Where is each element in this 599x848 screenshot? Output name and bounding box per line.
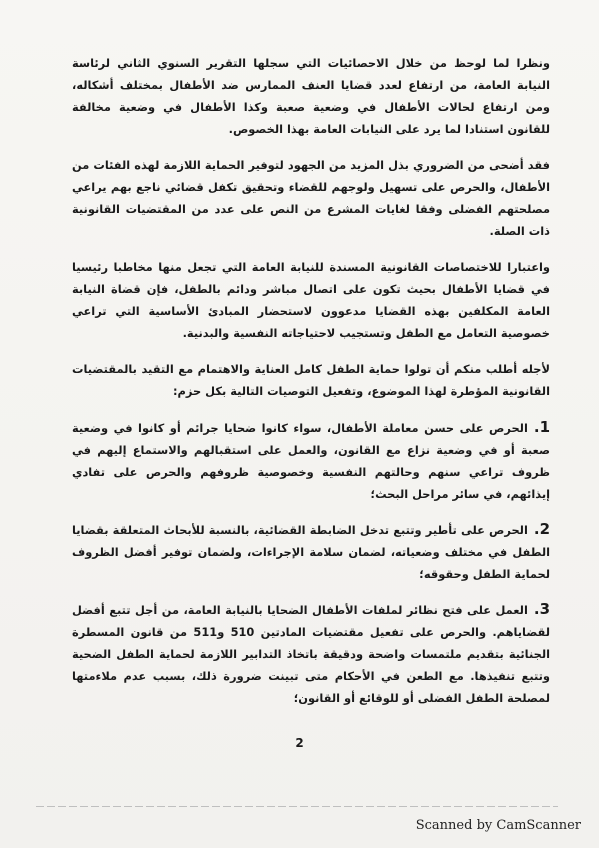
- item-text: العمل على فتح نظائر لملفات الأطفال الضحايا بالنيابة العامة، من أجل تتبع أفضل لقضاياهم. والحرص على تفعيل مقتضيات المادتين 510 و511 من قانون المسطرة الجنائية بتقديم ملتمسات واضحة ودقيقة باتخاذ التدابير اللازمة لحماية الطفل الضحية وتتبع تنفيذها. مع الطعن في الأحكام متى تبينت ضرورة ذلك، بسبب عدم ملاءمتها لمصلحة الطفل الفضلى أو للوقائع أو القانون؛: [72, 603, 551, 705]
- document-body: [72, 52, 550, 722]
- item-text: الحرص على تأطير وتتبع تدخل الضابطة القضائية، بالنسبة للأبحاث المتعلقة بقضايا الطفل في مختلف وضعياته، لضمان سلامة الإجراءات، ولضمان توفير أفضل الظروف لحماية الطفل وحقوقه؛: [72, 523, 550, 581]
- paragraph-request: لأجله أطلب منكم أن تولوا حماية الطفل كامل العناية والاهتمام مع التقيد بالمقتضيات القانونية المؤطرة لهذا الموضوع، وتفعيل التوصيات التالية بكل حزم:: [72, 362, 550, 398]
- paragraph-intro: ونظرا لما لوحظ من خلال الاحصائيات التي سجلها التقرير السنوي الثاني لرئاسة النيابة العامة، من ارتفاع لعدد قضايا العنف الممارس ضد الأطفال بمختلف أشكاله، ومن ارتفاع لحالات الأطفال في وضعية صعبة وكذا الأطفال في وضعية مخالفة للقانون استنادا لما يرد على النيابات العامة بهذا الخصوص.: [72, 56, 550, 136]
- recommendation-item: [72, 598, 550, 709]
- item-number: 1.: [533, 418, 550, 436]
- page-number: 2: [295, 736, 304, 750]
- scanner-watermark: Scanned by CamScanner: [415, 818, 581, 833]
- recommendation-item: [72, 518, 550, 585]
- item-text: الحرص على حسن معاملة الأطفال، سواء كانوا ضحايا جرائم أو كانوا في وضعية صعبة أو في وضعية نزاع مع القانون، والعمل على استقبالهم والاستماع إليهم في ظروف تراعي سنهم وحالتهم النفسية وخصوصية ظروفهم والحرص على تفادي إيذائهم، في سائر مراحل البحث؛: [72, 421, 550, 501]
- recommendation-item: [72, 416, 550, 505]
- item-number: 3.: [533, 600, 550, 618]
- item-number: 2.: [533, 520, 550, 538]
- scan-edge-divider: [36, 806, 558, 807]
- paragraph-necessity: فقد أضحى من الضروري بذل المزيد من الجهود لتوفير الحماية اللازمة لهذه الفئات من الأطفال، والحرص على تسهيل ولوجهم للقضاء وتحقيق تكفل قضائي ناجع بهم يراعي مصلحتهم الفضلى وفقا لغايات المشرع من النص على عدد من المقتضيات القانونية ذات الصلة.: [72, 158, 550, 238]
- paragraph-competences: واعتبارا للاختصاصات القانونية المسندة للنيابة العامة التي تجعل منها مخاطبا رئيسيا في قضايا الأطفال بحيث تكون على اتصال مباشر ودائم بالطفل، فإن قضاة النيابة العامة المكلفين بهذه القضايا مدعوون لاستحضار المبادئ الأساسية التي تراعي خصوصية التعامل مع الطفل وتستجيب لاحتياجاته النفسية والبدنية.: [72, 260, 550, 340]
